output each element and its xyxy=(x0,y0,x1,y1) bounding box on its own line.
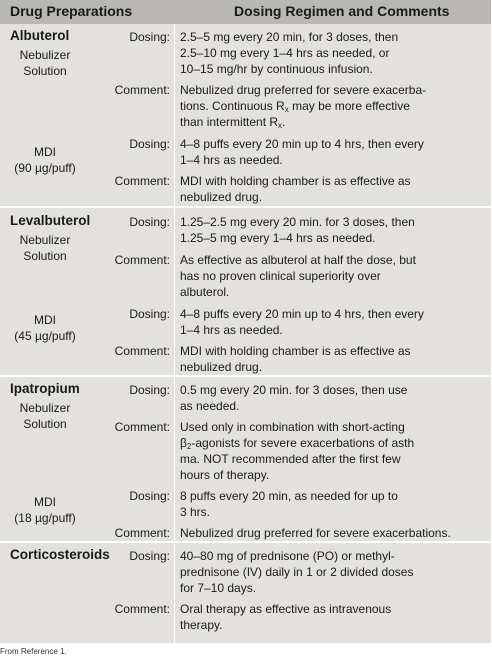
dosing-text: 2.5–10 mg every 1–4 hrs as needed, or xyxy=(180,46,390,60)
dosing-text: 1–4 hrs as needed. xyxy=(180,323,283,337)
form-label: MDI xyxy=(34,313,56,327)
dosing-label: Dosing: xyxy=(129,30,170,44)
comment-text: hours of therapy. xyxy=(180,468,270,482)
dosing-text: 10–15 mg/hr by continuous infusion. xyxy=(180,62,373,76)
drug-name: Albuterol xyxy=(10,28,70,43)
comment-label: Comment: xyxy=(114,526,170,540)
comment-label: Comment: xyxy=(114,174,170,188)
comment-text: MDI with holding chamber is as effective as xyxy=(180,344,411,358)
dosing-text: 8 puffs every 20 min, as needed for up to xyxy=(180,489,398,503)
dosing-label: Dosing: xyxy=(129,137,170,151)
row-divider xyxy=(0,541,491,543)
comment-label: Comment: xyxy=(114,344,170,358)
form-label: Solution xyxy=(23,64,67,78)
comment-label: Comment: xyxy=(114,420,170,434)
drug-name: Ipatropium xyxy=(10,381,80,396)
dosing-text: for 7–10 days. xyxy=(180,581,257,595)
dosing-text: 4–8 puffs every 20 min up to 4 hrs, then every xyxy=(180,137,424,151)
form-strength: (18 µg/puff) xyxy=(14,511,76,525)
comment-label: Comment: xyxy=(114,253,170,267)
dosing-label: Dosing: xyxy=(129,489,170,503)
comment-text: Nebulized drug preferred for severe exacerbations. xyxy=(180,526,451,540)
comment-text: tions. Continuous $R_x$ may be more effective xyxy=(180,99,410,114)
dosing-label: Dosing: xyxy=(129,383,170,397)
comment-text: albuterol. xyxy=(180,285,230,299)
dosing-text: prednisone (IV) daily in 1 or 2 divided doses xyxy=(180,565,414,579)
form-strength: (45 µg/puff) xyxy=(14,329,76,343)
comment-text: therapy. xyxy=(180,618,223,632)
column-divider xyxy=(174,24,175,643)
dosing-label: Dosing: xyxy=(129,215,170,229)
dosing-text: 1.25–2.5 mg every 20 min. for 3 doses, then xyxy=(180,215,415,229)
dosing-text: 0.5 mg every 20 min. for 3 doses, then use xyxy=(180,383,408,397)
row-divider xyxy=(0,206,491,208)
form-label: MDI xyxy=(34,145,56,159)
comment-text: $\beta_2$-agonists for severe exacerbations of asth xyxy=(180,436,415,451)
comment-text: ma. NOT recommended after the first few xyxy=(180,452,401,466)
form-label: Nebulizer xyxy=(19,401,71,415)
dosing-text: as needed. xyxy=(180,399,240,413)
header-dosing-regimen: Dosing Regimen and Comments xyxy=(234,3,450,19)
form-strength: (90 µg/puff) xyxy=(14,161,76,175)
comment-text: Used only in combination with short-acting xyxy=(180,420,405,434)
form-label: Solution xyxy=(23,417,67,431)
dosing-text: 1.25–5 mg every 1–4 hrs as needed. xyxy=(180,231,376,245)
dosing-text: 3 hrs. xyxy=(180,505,211,519)
comment-text: Oral therapy as effective as intravenous xyxy=(180,602,392,616)
table-header xyxy=(0,0,491,24)
form-label: MDI xyxy=(34,495,56,509)
comment-text: has no proven clinical superiority over xyxy=(180,269,381,283)
comment-label: Comment: xyxy=(114,83,170,97)
form-label: Solution xyxy=(23,249,67,263)
form-label: Nebulizer xyxy=(19,233,71,247)
drug-name: Corticosteroids xyxy=(10,547,110,562)
comment-text: MDI with holding chamber is as effective as xyxy=(180,174,411,188)
dosing-label: Dosing: xyxy=(129,307,170,321)
comment-text: As effective as albuterol at half the dose, but xyxy=(180,253,416,267)
dosing-text: 1–4 hrs as needed. xyxy=(180,153,283,167)
source-note: From Reference 1. xyxy=(0,647,67,656)
comment-text: Nebulized drug preferred for severe exacerba- xyxy=(180,83,427,97)
dosing-text: 4–8 puffs every 20 min up to 4 hrs, then every xyxy=(180,307,424,321)
comment-label: Comment: xyxy=(114,602,170,616)
drug-name: Levalbuterol xyxy=(10,213,91,228)
form-label: Nebulizer xyxy=(19,48,71,62)
dosing-label: Dosing: xyxy=(129,549,170,563)
comment-text: nebulized drug. xyxy=(180,360,263,374)
dosing-text: 2.5–5 mg every 20 min, for 3 doses, then xyxy=(180,30,399,44)
comment-text: nebulized drug. xyxy=(180,190,263,204)
header-drug-preparations: Drug Preparations xyxy=(10,3,133,19)
dosing-text: 40–80 mg of prednisone (PO) or methyl- xyxy=(180,549,395,563)
row-divider xyxy=(0,375,491,377)
comment-text: than intermittent $R_x$. xyxy=(180,115,286,130)
